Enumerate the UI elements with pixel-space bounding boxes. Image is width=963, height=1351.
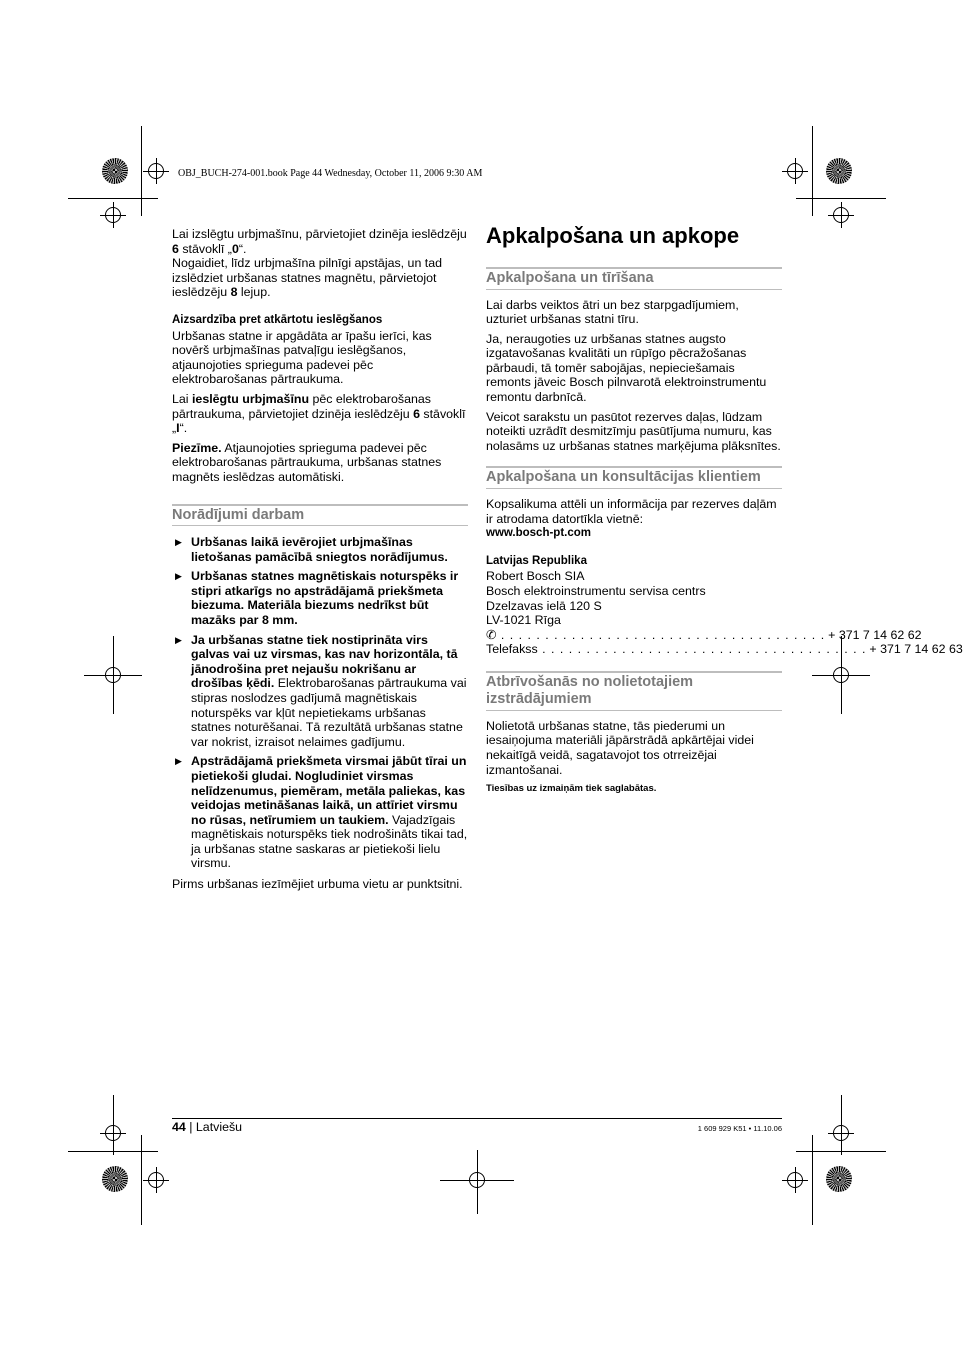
paragraph: Urbšanas statne ir apgādāta ar īpašu ierīci, kas novērš urbjmašīnas patvaļīgu ieslēgšanos, atjaunojoties sprieguma padevei pēc elektrobarošanas pārtraukuma.	[172, 328, 432, 387]
paragraph: Ja, neraugoties uz urbšanas statnes augsto izgatavošanas kvalitāti un rūpīgo pēcražošanas pārbaudi, tā tomēr sabojājas, nepieciešamais remonts jāveic Bosch pilnvarotā elektroinstrumentu remontu darbnīcā.	[486, 331, 767, 405]
footer-language: Latviešu	[195, 1120, 243, 1134]
paragraph: Lai izslēgtu urbjmašīnu, pārvietojiet dzinēja ieslēdzēju 6 stāvoklī „0“.	[172, 227, 467, 256]
website-link[interactable]: www.bosch-pt.com	[486, 527, 591, 540]
crop-line	[796, 198, 886, 199]
section-heading: Atbrīvošanās no nolietotajiem izstrādājumiem	[486, 671, 782, 711]
address-line: Robert Bosch SIA	[486, 569, 585, 584]
triangle-bullet-icon: ▶	[175, 537, 182, 547]
subheading: Latvijas Republika	[486, 554, 587, 567]
section-heading: Norādījumi darbam	[172, 504, 468, 527]
fax-label: Telefakss	[486, 642, 538, 657]
fax-line: Telefakss . . . . . . . . . . . . . . . . . . . . . . . . . . . . . . . . . . . . . + 371 7 14 62 63	[486, 642, 963, 657]
list-item: ▶ Urbšanas statnes magnētiskais noturspēks ir stipri atkarīgs no apstrādājamā priekšmeta biezuma. Materiāla biezums nedrīkst būt mazāks par 8 mm.	[175, 569, 459, 627]
crop-line	[141, 126, 142, 216]
section-heading: Apkalpošana un konsultācijas klientiem	[486, 466, 782, 489]
page-title: Apkalpošana un apkope	[486, 223, 740, 248]
crop-line	[812, 126, 813, 216]
document-code: 1 609 929 K51 • 11.10.06	[697, 1124, 782, 1133]
paragraph: Lai darbs veiktos ātri un bez starpgadījumiem, uzturiet urbšanas statni tīru.	[486, 297, 739, 327]
starburst-mark-top-left	[102, 158, 128, 184]
list-item: ▶ Urbšanas laikā ievērojiet urbjmašīnas lietošanas pamācībā sniegtos norādījumus.	[175, 535, 448, 564]
phone-icon: ✆	[486, 627, 497, 642]
fax-number: + 371 7 14 62 63	[869, 642, 963, 657]
starburst-mark-top-right	[826, 158, 852, 184]
address-line: Dzelzavas ielā 120 S	[486, 598, 602, 613]
note-paragraph: Piezīme. Atjaunojoties sprieguma padevei pēc elektrobarošanas pārtraukuma, urbšanas statnes magnēts ieslēdzas automātiski.	[172, 440, 442, 484]
print-header: OBJ_BUCH-274-001.book Page 44 Wednesday, October 11, 2006 9:30 AM	[178, 168, 483, 179]
left-column	[172, 227, 468, 897]
paragraph: Nolietotā urbšanas statne, tās piederumi un iesaiņojuma materiāli jāpārstrādā apkārtējai videi nekaitīgā veidā, sagatavojot tos otrreizējai izmantošanai.	[486, 718, 754, 777]
phone-line: ✆ . . . . . . . . . . . . . . . . . . . . . . . . . . . . . . . . . . . . . + 371 7 14 62 62	[486, 627, 922, 642]
list-item: ▶ Apstrādājamā priekšmeta virsmai jābūt tīrai un pietiekoši gludai. Nogludiniet virsmas nelīdzenumus, piemēram, metāla paliekas, kas veidojas metināšanas laikā, un attīriet virsmu no rūsas, netīrumiem un taukiem. Vajadzīgais magnētiskais noturspēks tiek nodrošināts tikai tad, ja urbšanas statne saskaras ar pietiekoši lielu virsmu.	[175, 754, 468, 871]
page-number: 44	[172, 1120, 186, 1134]
address-line: LV-1021 Rīga	[486, 613, 561, 628]
list-item: ▶ Ja urbšanas statne tiek nostiprināta virs galvas vai uz virsmas, kas nav horizontāla, tā jānodrošina pret nejaušu nokrišanu ar drošības ķēdi. Elektrobarošanas pārtraukuma vai stipras noslodzes gadījumā magnētiskais noturspēks var kļūt nepietiekams urbšanas statnes noturēšanai. Tā rezultātā urbšanas statne var nokrist, izraisot nelaimes gadījumu.	[175, 632, 467, 749]
bullet-list	[172, 535, 468, 871]
subheading: Aizsardzība pret atkārtotu ieslēgšanos	[172, 313, 383, 326]
paragraph: Kopsalikuma attēli un informācija par rezerves daļām ir atrodama datortīkla vietnē:	[486, 496, 777, 526]
paragraph: Pirms urbšanas iezīmējiet urbuma vietu ar punktsitni.	[172, 877, 463, 892]
footer-rule	[172, 1118, 782, 1119]
starburst-mark-bottom-left	[102, 1166, 128, 1192]
starburst-mark-bottom-right	[826, 1166, 852, 1192]
address-line: Bosch elektroinstrumentu servisa centrs	[486, 583, 706, 598]
paragraph: Lai ieslēgtu urbjmašīnu pēc elektrobarošanas pārtraukuma, pārvietojiet dzinēja ieslēdzēju 6 stāvoklī „I“.	[172, 391, 466, 436]
phone-number: + 371 7 14 62 62	[828, 627, 922, 642]
section-heading: Apkalpošana un tīrīšana	[486, 267, 782, 290]
page-footer: 44 | Latviešu	[172, 1120, 243, 1134]
paragraph: Nogaidiet, līdz urbjmašīna pilnīgi apstājas, un tad izslēdziet urbšanas statnes magnētu, pārvietojot ieslēdzēju 8 lejup.	[172, 256, 442, 300]
paragraph: Veicot sarakstu un pasūtot rezerves daļas, lūdzam noteikti uzrādīt desmitzīmju pasūtījuma numuru, kas nolasāms uz urbšanas statnes marķējuma plāksnītes.	[486, 409, 781, 453]
triangle-bullet-icon: ▶	[175, 571, 182, 582]
crop-line	[141, 1135, 142, 1225]
right-column	[486, 222, 963, 802]
triangle-bullet-icon: ▶	[175, 756, 182, 767]
crop-line	[812, 1135, 813, 1225]
crop-line	[68, 198, 158, 199]
rights-notice: Tiesības uz izmaiņām tiek saglabātas.	[486, 783, 657, 795]
triangle-bullet-icon: ▶	[175, 634, 182, 645]
